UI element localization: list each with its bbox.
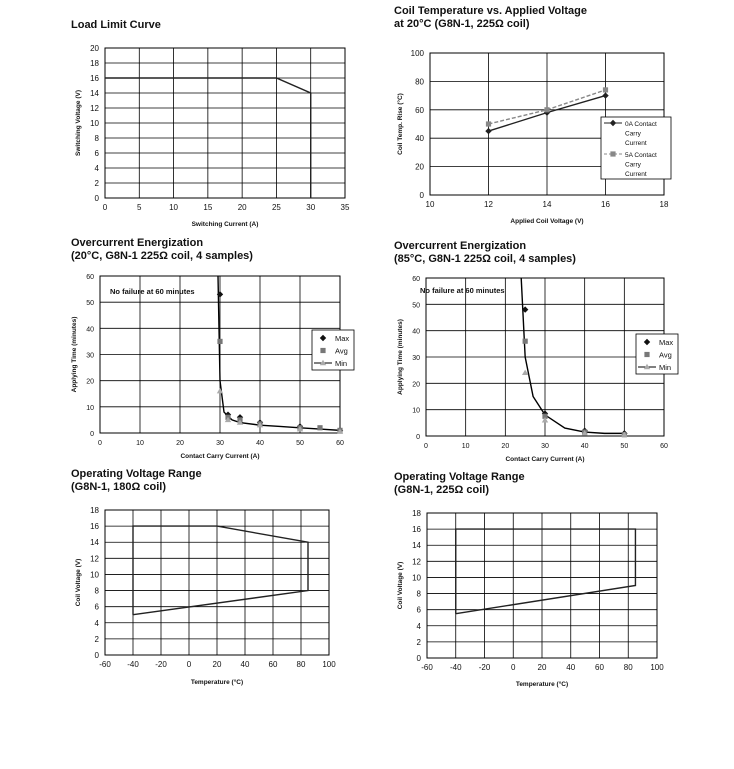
y-tick-label: 10 [86, 404, 94, 412]
y-tick-label: 80 [415, 77, 424, 87]
legend-label: Min [335, 359, 348, 368]
y-tick-label: 12 [90, 554, 99, 564]
y-axis-label: Coil Voltage (V) [75, 558, 82, 607]
x-tick-label: 20 [176, 440, 184, 447]
x-tick-label: 20 [501, 443, 510, 450]
chart-overcurrent-85 [390, 271, 730, 466]
x-tick-label: 5 [137, 203, 142, 212]
x-tick-label: 10 [461, 443, 470, 450]
y-tick-label: 8 [94, 586, 99, 596]
chart-title-coil-temp [394, 5, 587, 31]
x-tick-label: 20 [537, 663, 547, 672]
y-tick-label: 8 [94, 134, 99, 143]
x-tick-label: 35 [340, 203, 350, 212]
x-tick-label: 60 [660, 443, 668, 450]
legend-label: Current [625, 171, 647, 178]
y-tick-label: 16 [90, 522, 99, 532]
annotation-label: No failure at 60 minutes [420, 286, 505, 295]
legend-label: Min [659, 363, 672, 372]
x-tick-label: -20 [478, 663, 491, 672]
y-tick-label: 12 [90, 104, 99, 113]
chart-title-overcurrent-20 [71, 237, 253, 263]
y-axis-label: Applying Time (minutes) [397, 319, 404, 395]
y-tick-label: 40 [86, 326, 94, 334]
y-tick-label: 12 [412, 557, 421, 567]
y-tick-label: 10 [90, 570, 99, 580]
y-tick-label: 16 [90, 74, 99, 83]
x-tick-label: 0 [98, 440, 102, 447]
x-axis-label: Contact Carry Current (A) [505, 456, 585, 463]
y-tick-label: 20 [412, 381, 420, 389]
y-axis-label: Coil Temp. Rise (°C) [397, 93, 404, 155]
y-tick-label: 30 [86, 352, 94, 360]
x-tick-label: 40 [256, 440, 264, 447]
chart-title-line-1: Operating Voltage Range [71, 468, 202, 480]
y-tick-label: 4 [416, 621, 421, 631]
x-tick-label: 60 [336, 440, 344, 447]
y-tick-label: 6 [416, 605, 421, 615]
x-tick-label: 0 [186, 660, 192, 669]
chart-title-line: Load Limit Curve [71, 19, 161, 31]
x-tick-label: 10 [136, 440, 144, 447]
x-tick-label: 60 [268, 660, 278, 669]
chart-title-line-2: (20°C, G8N-1 225Ω coil, 4 samples) [71, 250, 253, 262]
x-tick-label: 10 [425, 200, 435, 209]
x-tick-label: 14 [542, 200, 552, 209]
y-tick-label: 100 [410, 49, 424, 58]
y-tick-label: 14 [90, 89, 99, 98]
x-tick-label: 40 [580, 443, 589, 450]
data-point [523, 339, 528, 344]
y-tick-label: 40 [412, 328, 420, 336]
y-tick-label: 60 [412, 276, 420, 283]
y-tick-label: 40 [415, 134, 424, 144]
x-tick-label: 16 [601, 200, 610, 209]
chart-op-voltage-225 [390, 503, 730, 698]
y-tick-label: 10 [412, 573, 421, 583]
y-axis-label: Coil Voltage (V) [397, 561, 404, 610]
x-tick-label: 0 [102, 203, 108, 212]
x-tick-label: 100 [322, 660, 336, 669]
y-tick-label: 20 [90, 44, 99, 53]
y-tick-label: 50 [86, 300, 94, 308]
chart-title-line-1: Overcurrent Energization [71, 237, 204, 249]
chart-coil-temp [390, 40, 730, 235]
x-tick-label: -60 [421, 663, 433, 672]
y-tick-label: 6 [94, 149, 99, 158]
chart-title-line-1: Operating Voltage Range [394, 471, 525, 483]
y-tick-label: 4 [94, 164, 99, 173]
y-tick-label: 6 [94, 602, 99, 612]
legend-label: Carry [625, 130, 641, 138]
data-point [217, 339, 222, 344]
x-axis-label: Contact Carry Current (A) [180, 453, 260, 460]
x-tick-label: 40 [240, 660, 250, 669]
chart-title-line-2: (G8N-1, 180Ω coil) [71, 481, 167, 493]
legend-label: Avg [335, 346, 348, 356]
legend-marker [644, 352, 649, 357]
y-tick-label: 18 [90, 59, 99, 68]
legend-marker [610, 151, 615, 156]
annotation-label: No failure at 60 minutes [110, 287, 195, 296]
x-tick-label: 100 [650, 663, 664, 672]
x-tick-label: 30 [541, 443, 549, 450]
legend-label: Current [625, 140, 647, 147]
data-point [603, 87, 608, 92]
y-tick-label: 0 [419, 191, 424, 200]
x-tick-label: 80 [296, 660, 306, 669]
y-tick-label: 4 [94, 618, 99, 628]
y-tick-label: 14 [90, 538, 99, 548]
x-axis-label: Switching Current (A) [191, 221, 259, 228]
legend-marker [320, 348, 325, 353]
x-axis-label: Applied Coil Voltage (V) [510, 218, 584, 225]
chart-title-op-voltage-180 [71, 468, 202, 494]
x-tick-label: 60 [595, 663, 604, 672]
chart-load-limit [60, 40, 380, 255]
legend-label: Avg [659, 350, 672, 360]
x-tick-label: -40 [449, 663, 462, 672]
y-tick-label: 8 [416, 589, 421, 599]
x-tick-label: 10 [169, 203, 179, 212]
x-axis-label: Temperature (°C) [190, 679, 244, 686]
y-tick-label: 0 [94, 651, 99, 660]
y-tick-label: 20 [415, 162, 424, 172]
x-tick-label: -40 [127, 660, 139, 669]
x-tick-label: -20 [155, 660, 167, 669]
y-tick-label: 18 [90, 506, 99, 515]
y-tick-label: 20 [86, 378, 94, 386]
y-tick-label: 0 [94, 194, 99, 203]
x-tick-label: 50 [620, 443, 629, 450]
y-tick-label: 2 [94, 179, 99, 188]
y-tick-label: 60 [415, 105, 424, 115]
x-tick-label: 80 [623, 663, 633, 672]
y-tick-label: 16 [412, 525, 421, 535]
x-tick-label: 20 [212, 660, 222, 669]
x-tick-label: 20 [237, 203, 247, 212]
y-tick-label: 60 [86, 274, 94, 281]
y-tick-label: 0 [416, 654, 421, 663]
x-tick-label: 40 [566, 663, 576, 672]
y-axis-label: Applying Time (minutes) [71, 316, 78, 393]
chart-title-line-2: (G8N-1, 225Ω coil) [394, 484, 490, 496]
legend-label: 5A Contact [625, 152, 657, 159]
legend-label: Max [659, 338, 674, 347]
data-point [544, 107, 549, 112]
chart-op-voltage-180 [60, 500, 380, 695]
chart-title-overcurrent-85 [394, 240, 576, 266]
x-tick-label: -60 [99, 660, 111, 669]
x-tick-label: 18 [659, 200, 669, 209]
data-point [317, 425, 322, 430]
x-axis-label: Temperature (°C) [515, 681, 569, 688]
x-tick-label: 25 [271, 203, 281, 212]
y-tick-label: 2 [416, 637, 421, 647]
x-tick-label: 50 [296, 440, 304, 447]
y-axis-label: Switching Voltage (V) [75, 90, 82, 156]
chart-title-load-limit [71, 19, 161, 32]
x-tick-label: 30 [216, 440, 224, 447]
legend-label: 0A Contact [625, 121, 657, 128]
x-tick-label: 0 [511, 663, 516, 672]
y-tick-label: 0 [90, 431, 94, 438]
y-tick-label: 18 [412, 509, 421, 518]
y-tick-label: 30 [412, 355, 420, 362]
chart-title-line-1: Coil Temperature vs. Applied Voltage [394, 5, 587, 17]
data-point [486, 121, 491, 126]
chart-title-line-2: at 20°C (G8N-1, 225Ω coil) [394, 18, 530, 30]
chart-title-line-1: Overcurrent Energization [394, 240, 527, 252]
y-tick-label: 10 [90, 119, 99, 128]
legend-label: Carry [625, 161, 641, 169]
y-tick-label: 10 [412, 407, 420, 415]
y-tick-label: 0 [416, 434, 420, 441]
chart-overcurrent-20 [60, 268, 380, 463]
chart-title-line-2: (85°C, G8N-1 225Ω coil, 4 samples) [394, 253, 576, 265]
x-tick-label: 15 [203, 203, 213, 212]
x-tick-label: 30 [306, 203, 316, 212]
legend-label: Max [335, 334, 350, 343]
y-tick-label: 14 [412, 541, 421, 551]
y-tick-label: 50 [412, 302, 420, 310]
chart-title-op-voltage-225 [394, 471, 525, 497]
x-tick-label: 12 [484, 200, 493, 209]
y-tick-label: 2 [94, 634, 99, 644]
x-tick-label: 0 [424, 443, 428, 450]
